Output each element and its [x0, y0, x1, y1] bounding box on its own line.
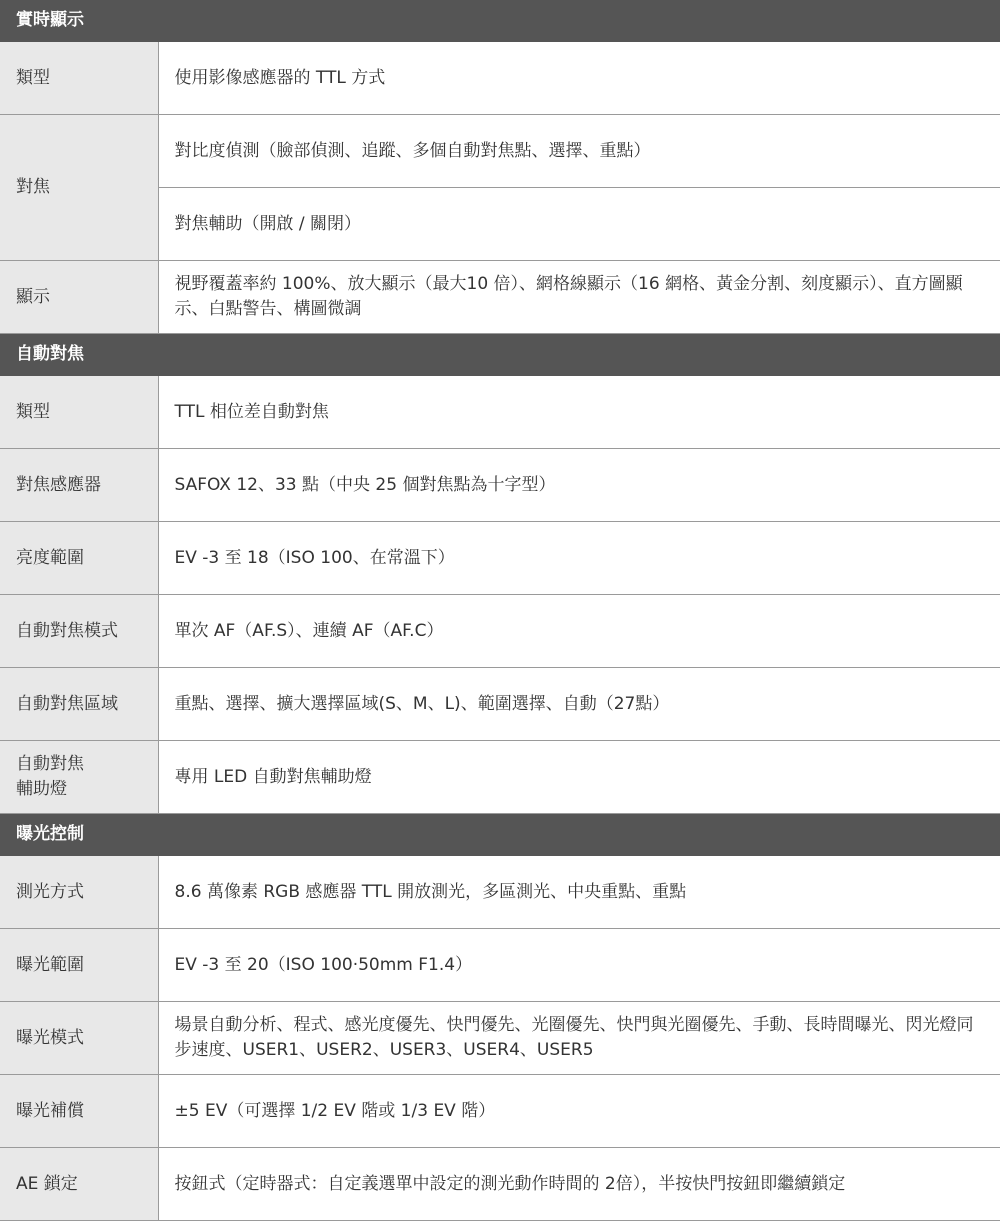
- spec-row: [0, 741, 1000, 814]
- section-header: [0, 814, 1000, 856]
- spec-value: ±5 EV（可選擇 1/2 EV 階或 1/3 EV 階）: [158, 1075, 1000, 1148]
- spec-row: [0, 929, 1000, 1002]
- section-header: [0, 334, 1000, 376]
- spec-label: 類型: [0, 376, 158, 449]
- spec-label: 自動對焦區域: [0, 668, 158, 741]
- spec-value: 專用 LED 自動對焦輔助燈: [158, 741, 1000, 814]
- spec-value: EV -3 至 18（ISO 100、在常溫下）: [158, 522, 1000, 595]
- spec-row: [0, 1002, 1000, 1075]
- spec-value: 使用影像感應器的 TTL 方式: [158, 42, 1000, 115]
- spec-row: [0, 1075, 1000, 1148]
- spec-label: 曝光模式: [0, 1002, 158, 1075]
- spec-row: [0, 522, 1000, 595]
- spec-row: [0, 376, 1000, 449]
- spec-value: 視野覆蓋率約 100%、放大顯示（最大10 倍）、網格線顯示（16 網格、黃金分割、刻度顯示）、直方圖顯示、白點警告、構圖微調: [158, 261, 1000, 334]
- spec-value: 對比度偵測（臉部偵測、追蹤、多個自動對焦點、選擇、重點）: [158, 115, 1000, 188]
- spec-value: 按鈕式（定時器式：自定義選單中設定的測光動作時間的 2倍），半按快門按鈕即繼續鎖定: [158, 1148, 1000, 1221]
- spec-label: 曝光範圍: [0, 929, 158, 1002]
- spec-label: 對焦感應器: [0, 449, 158, 522]
- spec-row: [0, 261, 1000, 334]
- spec-row: [0, 449, 1000, 522]
- spec-row: [0, 1148, 1000, 1221]
- spec-label: 自動對焦 輔助燈: [0, 741, 158, 814]
- section-header: [0, 0, 1000, 42]
- spec-value: TTL 相位差自動對焦: [158, 376, 1000, 449]
- section-title: 曝光控制: [0, 814, 1000, 856]
- spec-label: 曝光補償: [0, 1075, 158, 1148]
- spec-label: 類型: [0, 42, 158, 115]
- spec-label: 顯示: [0, 261, 158, 334]
- spec-row: [0, 42, 1000, 115]
- section-title: 自動對焦: [0, 334, 1000, 376]
- spec-label: 亮度範圍: [0, 522, 158, 595]
- spec-label: 自動對焦模式: [0, 595, 158, 668]
- spec-row: [0, 595, 1000, 668]
- spec-value: 對焦輔助（開啟 / 關閉）: [158, 188, 1000, 261]
- spec-value: 單次 AF（AF.S）、連續 AF（AF.C）: [158, 595, 1000, 668]
- spec-value: 8.6 萬像素 RGB 感應器 TTL 開放測光，多區測光、中央重點、重點: [158, 856, 1000, 929]
- spec-label: 對焦: [0, 115, 158, 261]
- spec-row: [0, 856, 1000, 929]
- spec-label: AE 鎖定: [0, 1148, 158, 1221]
- spec-row: [0, 115, 1000, 188]
- spec-value: 重點、選擇、擴大選擇區域(S、M、L)、範圍選擇、自動（27點）: [158, 668, 1000, 741]
- spec-value: SAFOX 12、33 點（中央 25 個對焦點為十字型）: [158, 449, 1000, 522]
- section-title: 實時顯示: [0, 0, 1000, 42]
- spec-label: 測光方式: [0, 856, 158, 929]
- spec-value: 場景自動分析、程式、感光度優先、快門優先、光圈優先、快門與光圈優先、手動、長時間曝光、閃光燈同步速度、USER1、USER2、USER3、USER4、USER5: [158, 1002, 1000, 1075]
- spec-value: EV -3 至 20（ISO 100·50mm F1.4）: [158, 929, 1000, 1002]
- spec-row: [0, 668, 1000, 741]
